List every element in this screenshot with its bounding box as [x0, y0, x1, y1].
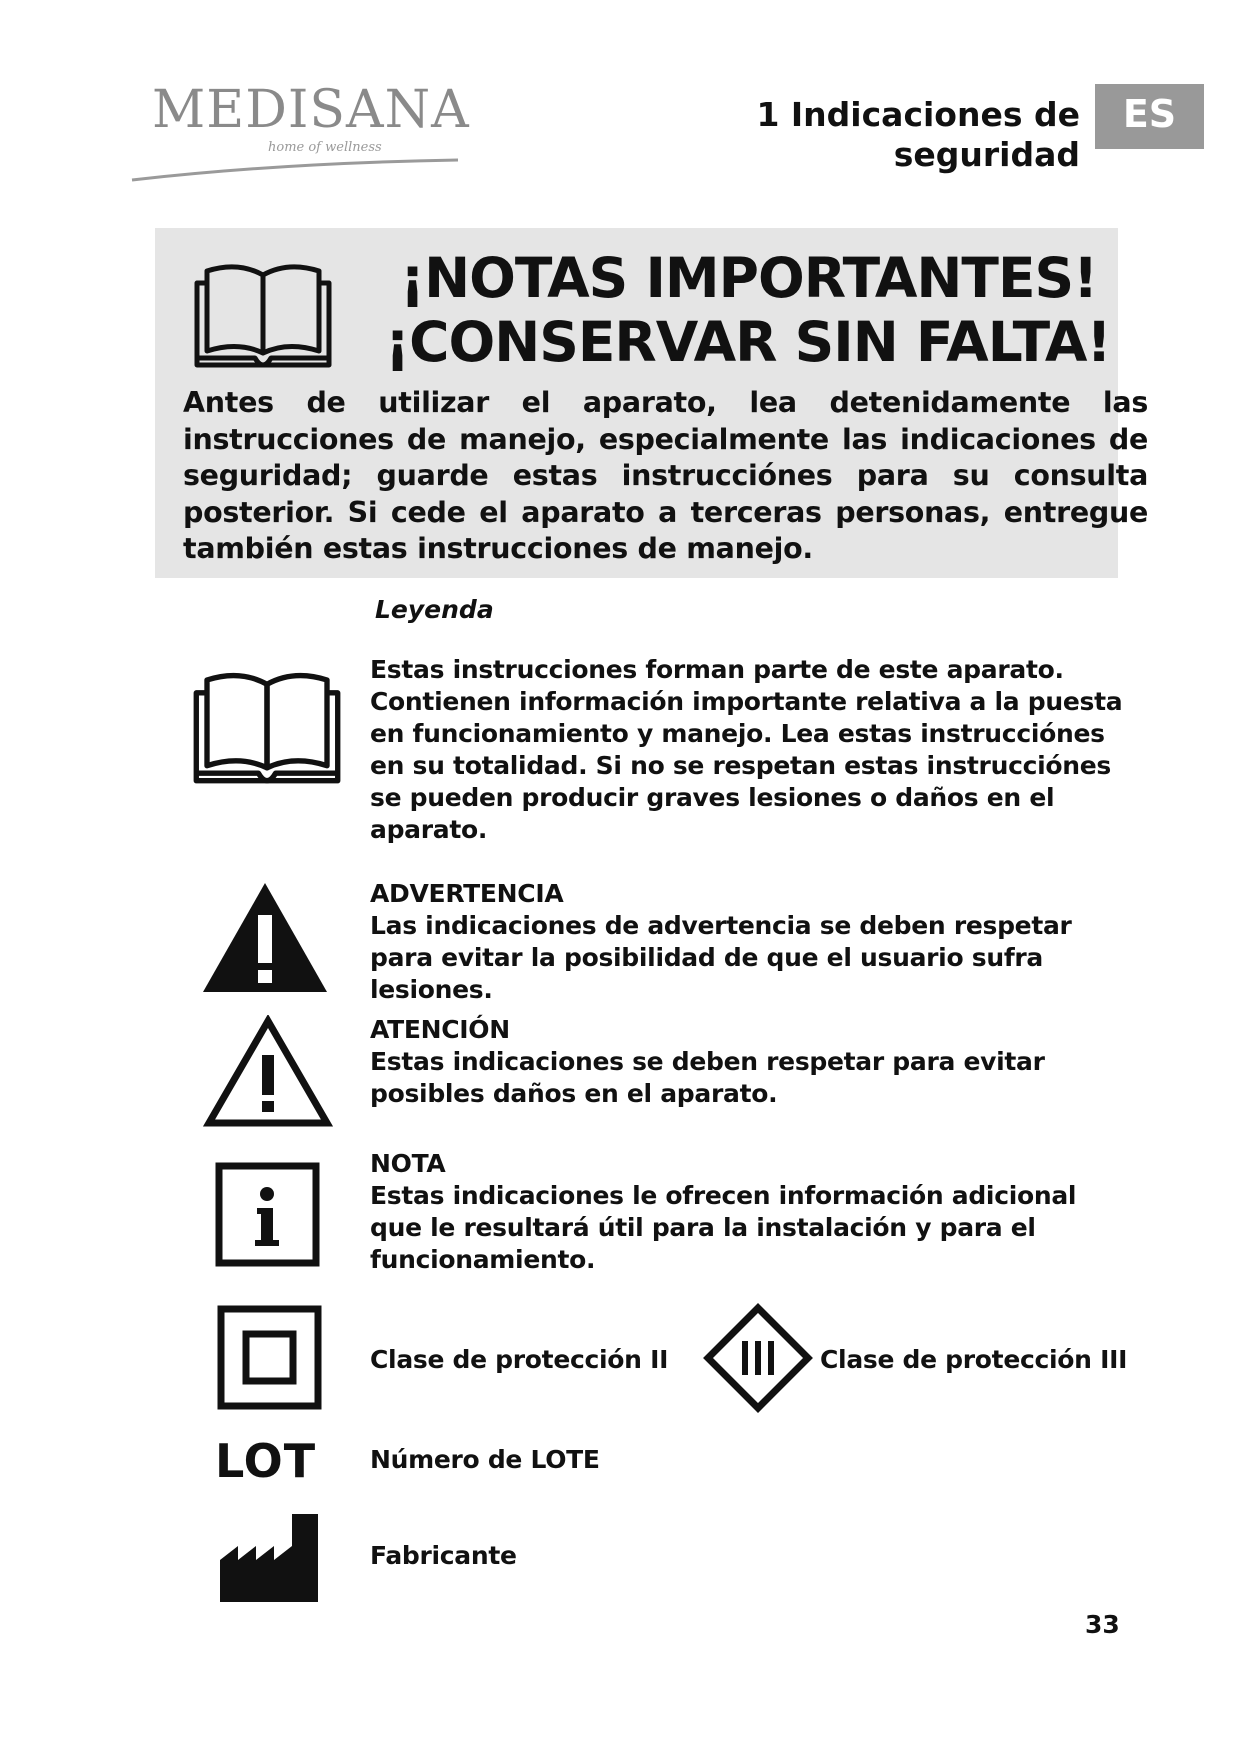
caution-item — [370, 1014, 1130, 1110]
warning-title: ADVERTENCIA — [370, 879, 564, 908]
notice-body: Antes de utilizar el aparato, lea detenidamente las instrucciones de manejo, especialmente las indicaciones de seguridad; guarde estas instrucciónes para su consulta posterior. Si cede el aparato a terceras personas, entregue también estas instrucciones de manejo. — [183, 386, 1148, 565]
logo-swoosh-icon — [130, 158, 460, 188]
caution-outline-triangle-icon — [203, 1015, 333, 1130]
lot-label: Número de LOTE — [370, 1445, 600, 1474]
caution-text: Estas indicaciones se deben respetar para evitar posibles daños en el aparato. — [370, 1047, 1045, 1108]
warning-text: Las indicaciones de advertencia se deben respetar para evitar la posibilidad de que el usuario sufra lesiones. — [370, 911, 1072, 1004]
section-title: 1 Indicaciones de seguridad — [756, 95, 1080, 174]
logo-brand: MEDISANA — [152, 80, 470, 140]
language-tab: ES — [1095, 84, 1204, 149]
important-notice-box — [155, 228, 1148, 578]
manufacturer-factory-icon — [218, 1512, 320, 1604]
note-title: NOTA — [370, 1149, 446, 1178]
manufacturer-label: Fabricante — [370, 1541, 517, 1570]
note-item — [370, 1148, 1130, 1276]
note-text: Estas indicaciones le ofrecen información adicional que le resultará útil para la instalación y para el funcionamiento. — [370, 1181, 1077, 1274]
legend-title: Leyenda — [375, 595, 494, 624]
instructions-description: Estas instrucciones forman parte de este aparato. Contienen información importante relativa a la puesta en funcionamiento y manejo. Lea estas instrucciónes en su totalidad. Si no se respetan estas instrucciónes se pueden producir graves lesiones o daños en el aparato. — [370, 655, 1123, 844]
notice-title-line1: ¡NOTAS IMPORTANTES! — [400, 246, 1098, 310]
protection-class-3-label: Clase de protección III — [820, 1345, 1128, 1374]
protection-class-2-label: Clase de protección II — [370, 1345, 669, 1374]
caution-title: ATENCIÓN — [370, 1015, 510, 1044]
notice-title-line2: ¡CONSERVAR SIN FALTA! — [385, 310, 1111, 374]
warning-filled-triangle-icon — [200, 880, 330, 995]
protection-class-2-icon — [217, 1305, 322, 1410]
page-number: 33 — [1085, 1610, 1120, 1639]
open-book-icon — [192, 660, 342, 790]
info-square-icon — [215, 1162, 320, 1267]
open-book-icon — [193, 253, 333, 373]
lot-icon: LOT — [215, 1434, 317, 1488]
logo-tagline: home of wellness — [268, 140, 382, 155]
protection-class-3-icon — [703, 1303, 813, 1413]
medisana-logo — [130, 78, 470, 188]
warning-item — [370, 878, 1130, 1006]
